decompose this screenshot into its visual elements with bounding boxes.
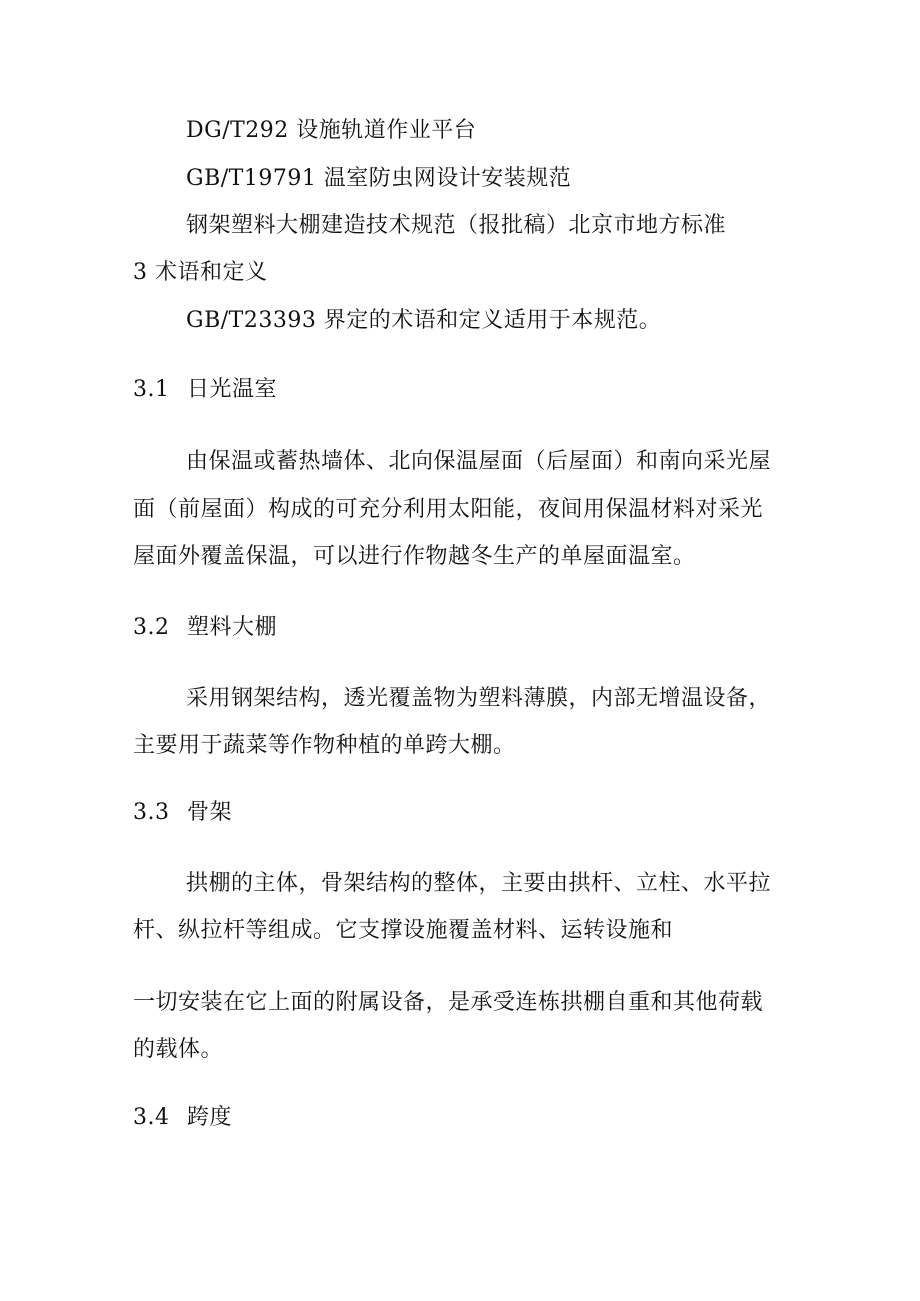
reference-item: DG/T292 设施轨道作业平台 — [186, 118, 477, 143]
term-name: 跨度 — [187, 1105, 233, 1130]
term-number: 3.3 — [133, 800, 170, 825]
term-name: 日光温室 — [187, 377, 278, 402]
reference-item: 钢架塑料大棚建造技术规范（报批稿）北京市地方标准 — [186, 213, 727, 238]
term-heading — [133, 798, 232, 828]
term-number: 3.2 — [133, 615, 170, 640]
paragraph-line: 屋面外覆盖保温，可以进行作物越冬生产的单屋面温室。 — [133, 544, 696, 569]
paragraph-line: 杆、纵拉杆等组成。它支撑设施覆盖材料、运转设施和 — [133, 918, 674, 943]
paragraph-line: 面（前屋面）构成的可充分利用太阳能，夜间用保温材料对采光 — [133, 497, 764, 522]
term-heading — [133, 1103, 232, 1133]
paragraph-line: 由保温或蓄热墙体、北向保温屋面（后屋面）和南向采光屋 — [186, 449, 772, 474]
paragraph-line: 拱棚的主体，骨架结构的整体，主要由拱杆、立柱、水平拉 — [186, 871, 772, 896]
term-name: 塑料大棚 — [187, 615, 278, 640]
paragraph-line: 的载体。 — [133, 1037, 224, 1062]
term-heading — [133, 375, 277, 405]
paragraph-line: 采用钢架结构，透光覆盖物为塑料薄膜，内部无增温设备， — [186, 686, 772, 711]
term-number: 3.4 — [133, 1105, 170, 1130]
section-intro: GB/T23393 界定的术语和定义适用于本规范。 — [186, 308, 662, 333]
section-heading: 3 术语和定义 — [133, 260, 268, 285]
paragraph-line: 主要用于蔬菜等作物种植的单跨大棚。 — [133, 733, 516, 758]
term-heading — [133, 613, 277, 643]
paragraph-line: 一切安装在它上面的附属设备，是承受连栋拱棚自重和其他荷载 — [133, 990, 764, 1015]
term-number: 3.1 — [133, 377, 170, 402]
term-name: 骨架 — [187, 800, 233, 825]
reference-item: GB/T19791 温室防虫网设计安装规范 — [186, 166, 572, 191]
